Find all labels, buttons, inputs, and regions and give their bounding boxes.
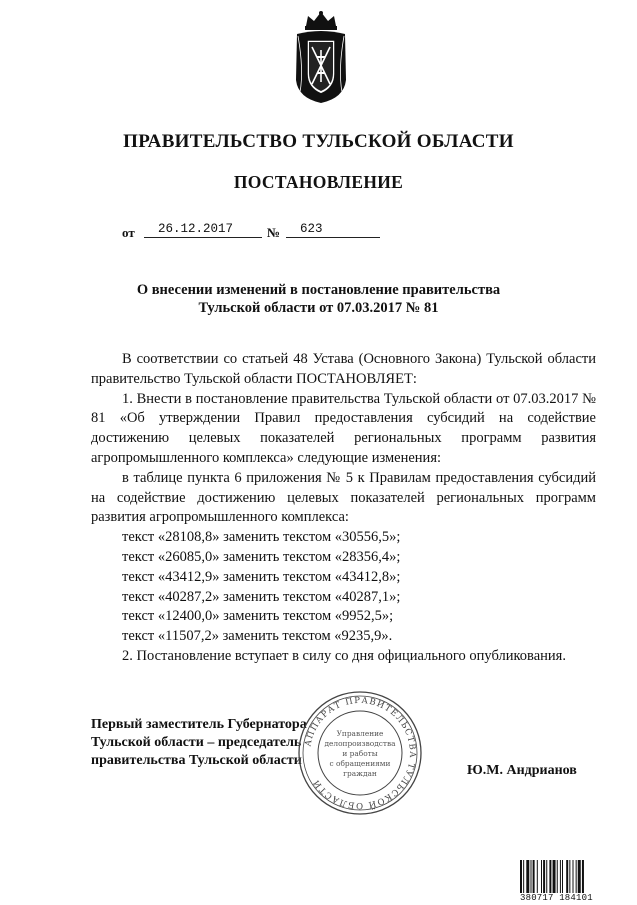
document-body	[91, 350, 596, 667]
replacement-line: текст «11507,2» заменить текстом «9235,9».	[122, 628, 393, 645]
replacement-line: текст «40287,2» заменить текстом «40287,1»;	[122, 588, 401, 605]
stamp-inner-text: с обращениями	[329, 759, 391, 768]
replacement-line: текст «43412,9» заменить текстом «43412,8»;	[122, 568, 401, 585]
official-stamp	[296, 689, 424, 817]
signature-position	[91, 716, 307, 770]
final-paragraph: 2. Постановление вступает в силу со дня официального опубликования.	[122, 647, 566, 664]
body-paragraph: в таблице пункта 6 приложения № 5 к Правилам предоставления субсидий на содействие достижению целевых показателей региональных программ развития агропромышленного комплекса:	[91, 469, 596, 526]
document-date: 26.12.2017	[144, 222, 262, 238]
body-paragraph: 1. Внести в постановление правительства Тульской области от 07.03.2017 № 81 «Об утверждении Правил предоставления субсидий на содействие достижению целевых показателей региональных программ развития агропромышленного комплекса» следующие изменения:	[91, 390, 596, 466]
stamp-inner-text: и работы	[342, 749, 378, 758]
body-paragraph: В соответствии со статьей 48 Устава (Основного Закона) Тульской области правительство Тульской области ПОСТАНОВЛЯЕТ:	[91, 351, 596, 387]
stamp-inner-text: делопроизводства	[324, 739, 396, 748]
number-label: №	[267, 225, 281, 240]
stamp-inner-text: граждан	[343, 769, 377, 778]
document-number: 623	[286, 222, 380, 238]
replacement-line: текст «28108,8» заменить текстом «30556,5»;	[122, 529, 401, 546]
subject-line: Тульской области от 07.03.2017 № 81	[198, 300, 439, 316]
signature-title-line: Первый заместитель Губернатора	[91, 717, 307, 732]
government-title: ПРАВИТЕЛЬСТВО ТУЛЬСКОЙ ОБЛАСТИ	[123, 131, 514, 152]
signature-title-line: правительства Тульской области	[91, 753, 302, 768]
document-type: ПОСТАНОВЛЕНИЕ	[233, 172, 404, 192]
signer-name: Ю.М. Андрианов	[467, 763, 577, 778]
coat-of-arms-icon	[294, 10, 348, 105]
date-label: от	[122, 225, 135, 240]
barcode-number: 380717 184101	[520, 893, 618, 903]
replacement-line: текст «26085,0» заменить текстом «28356,4»;	[122, 548, 401, 565]
stamp-ring-text: АППАРАТ ПРАВИТЕЛЬСТВА ТУЛЬСКОЙ ОБЛАСТИ	[303, 695, 418, 811]
document-subject	[0, 281, 637, 317]
replacement-line: текст «12400,0» заменить текстом «9952,5»;	[122, 608, 394, 625]
subject-line: О внесении изменений в постановление правительства	[136, 282, 501, 298]
stamp-inner-text: Управление	[336, 729, 384, 738]
signature-title-line: Тульской области – председатель	[91, 735, 302, 750]
date-number-line	[122, 222, 422, 242]
